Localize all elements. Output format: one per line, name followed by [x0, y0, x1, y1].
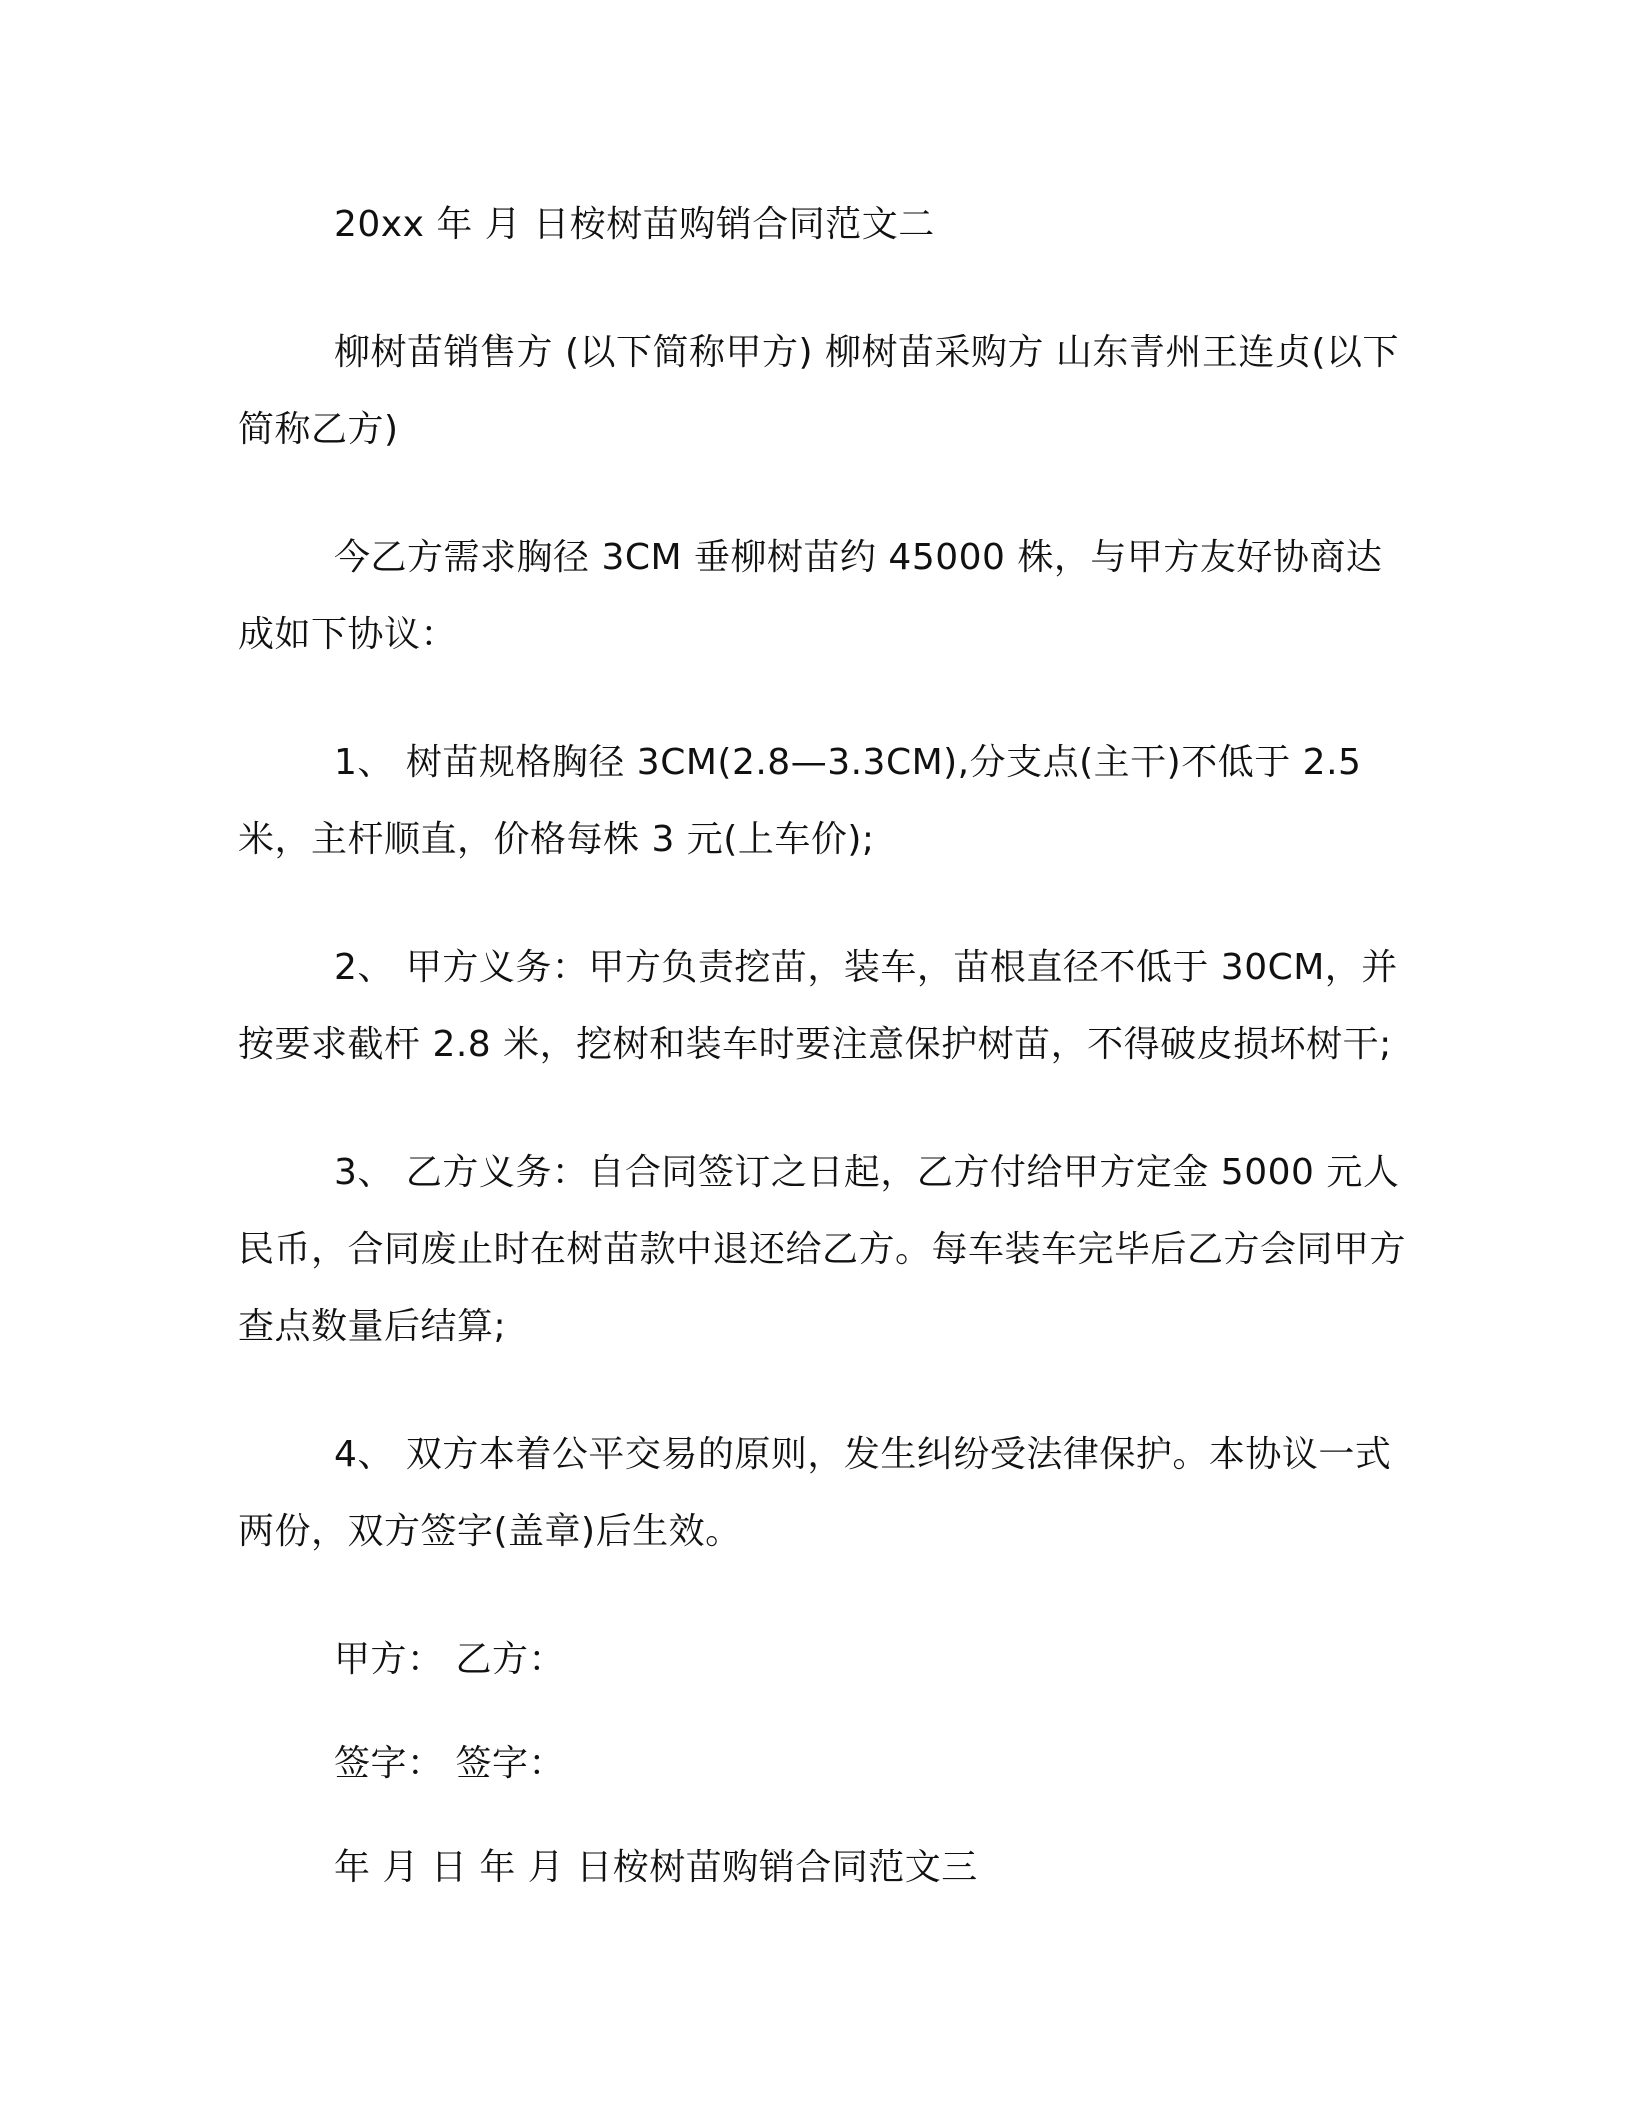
signature-labels: 签字： 签字：: [334, 1743, 565, 1784]
intro-paragraph: 今乙方需求胸径 3CM 垂柳树苗约 45000 株，与甲方友好协商达成如下协议：: [238, 537, 1383, 655]
section-heading: 20xx 年 月 日桉树苗购销合同范文二: [334, 204, 935, 245]
clause-4: 4、 双方本着公平交易的原则，发生纠纷受法律保护。本协议一式两份，双方签字(盖章)后生效。: [238, 1434, 1392, 1552]
parties-paragraph: 柳树苗销售方 (以下简称甲方) 柳树苗采购方 山东青州王连贞(以下简称乙方): [238, 332, 1399, 450]
clause-2: 2、 甲方义务：甲方负责挖苗，装车，苗根直径不低于 30CM，并按要求截杆 2.8 米，挖树和装车时要注意保护树苗，不得破皮损坏树干;: [238, 947, 1398, 1065]
clause-1: 1、 树苗规格胸径 3CM(2.8—3.3CM),分支点(主干)不低于 2.5 米，主杆顺直，价格每株 3 元(上车价);: [238, 742, 1362, 860]
document-body: [238, 186, 1418, 1906]
clause-3: 3、 乙方义务：自合同签订之日起，乙方付给甲方定金 5000 元人民币，合同废止时在树苗款中退还给乙方。每车装车完毕后乙方会同甲方查点数量后结算;: [238, 1152, 1407, 1347]
date-and-next-heading: 年 月 日 年 月 日桉树苗购销合同范文三: [334, 1847, 978, 1888]
party-labels: 甲方： 乙方：: [334, 1639, 565, 1680]
